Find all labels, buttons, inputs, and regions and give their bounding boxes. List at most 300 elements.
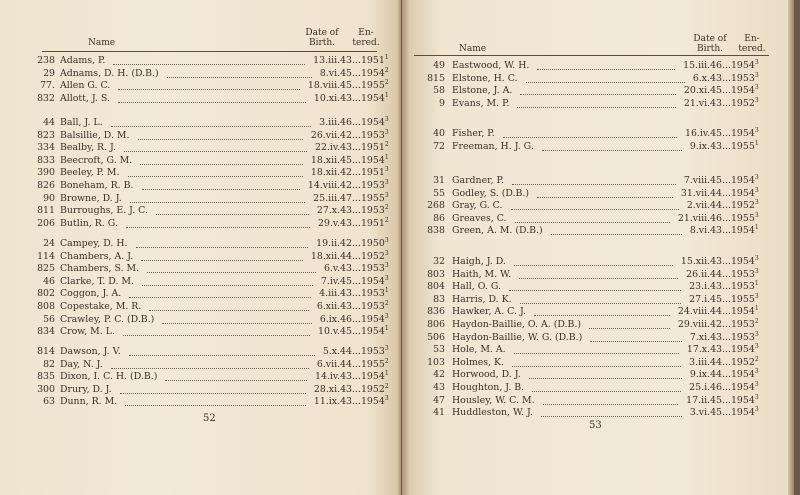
entered-year: 1955 <box>730 212 755 224</box>
entered-year: 1952 <box>730 200 755 212</box>
entered-year: 1953 <box>360 179 385 191</box>
dotted-leader <box>542 141 682 151</box>
dotted-leader <box>551 225 682 235</box>
leader: ... <box>722 293 731 305</box>
entry-name: Campey, D. H. <box>60 238 128 249</box>
entry-name: Drury, D. J. <box>60 383 112 395</box>
entry-number: 300 <box>37 383 55 395</box>
entered-year: 1953 <box>730 268 755 280</box>
entered <box>352 359 389 372</box>
entry-name: Hall, O. G. <box>452 281 501 293</box>
letter-group <box>0 117 401 230</box>
dotted-leader <box>111 117 311 127</box>
entered-term: 2 <box>384 382 389 390</box>
register-row <box>402 395 794 408</box>
register-row <box>402 344 794 357</box>
entered-term: 3 <box>384 274 389 282</box>
entered-year: 1953 <box>360 129 385 141</box>
leader: ... <box>352 92 361 104</box>
leader: ... <box>352 129 361 141</box>
entry-name: Housley, W. C. M. <box>452 394 535 406</box>
leader: ... <box>722 128 731 139</box>
entry-number: 268 <box>427 200 445 212</box>
entered-year: 1954 <box>730 187 755 199</box>
leader: ... <box>722 256 731 267</box>
entry-number: 103 <box>427 356 445 368</box>
entered <box>352 180 389 193</box>
entry-name: Beeley, P. M. <box>60 167 120 179</box>
entry-number: 808 <box>37 300 55 312</box>
entered-term: 3 <box>754 96 759 104</box>
entered-term: 2 <box>384 204 389 212</box>
dotted-leader <box>125 396 306 406</box>
entered <box>722 188 759 201</box>
leader: ... <box>722 407 731 419</box>
date-of-birth: 9.ix.44 <box>689 369 722 381</box>
entry-number: 42 <box>433 369 445 381</box>
entered <box>722 407 759 420</box>
entry-name: Haith, M. W. <box>452 268 512 280</box>
leader: ... <box>352 154 361 166</box>
page-53 <box>402 0 794 495</box>
entry-number: 44 <box>43 117 55 128</box>
entered <box>352 218 389 231</box>
letter-group <box>0 55 401 105</box>
dotted-leader <box>142 180 300 190</box>
letter-group <box>402 175 794 238</box>
dotted-leader <box>589 319 670 329</box>
register-row <box>402 175 794 188</box>
entered <box>722 85 759 98</box>
date-of-birth: 26.ii.44 <box>686 268 722 280</box>
entered-year: 1954 <box>730 369 755 381</box>
entered-term: 3 <box>384 262 389 270</box>
date-of-birth: 10.xi.43 <box>313 92 352 104</box>
entered <box>352 314 389 327</box>
entered-year: 1954 <box>730 344 755 356</box>
date-of-birth: 7.xi.43 <box>689 331 722 343</box>
entered-term: 3 <box>754 255 759 262</box>
header-rule <box>42 51 377 52</box>
date-of-birth: 26.vii.42 <box>310 129 352 141</box>
entered-year: 1955 <box>360 192 385 204</box>
entry-name: Evans, M. P. <box>452 97 510 109</box>
date-of-birth: 21.viii.46 <box>677 212 722 224</box>
entered-term: 1 <box>754 305 759 313</box>
leader: ... <box>722 318 731 330</box>
entry-name: Adams, P. <box>60 55 106 66</box>
entry-name: Elstone, J. A. <box>452 85 513 97</box>
dotted-leader <box>123 326 310 336</box>
entered-year: 1955 <box>360 80 385 92</box>
register-row <box>0 326 401 339</box>
register-row <box>0 155 401 168</box>
entered-year: 1954 <box>360 275 385 287</box>
leader: ... <box>352 67 361 79</box>
dotted-leader <box>124 142 307 152</box>
entered-term: 3 <box>384 166 389 174</box>
date-of-birth: 6.ix.46 <box>319 313 352 325</box>
dotted-leader <box>128 167 303 177</box>
leader: ... <box>722 175 731 186</box>
leader: ... <box>352 300 361 312</box>
leader: ... <box>722 85 731 97</box>
entry-name: Dawson, J. V. <box>60 346 121 357</box>
entered-term: 3 <box>384 128 389 136</box>
leader: ... <box>722 200 731 212</box>
entry-number: 83 <box>433 293 445 305</box>
entry-number: 90 <box>43 192 55 204</box>
entry-name: Beecroft, G. M. <box>60 154 133 166</box>
dotted-leader <box>529 369 682 379</box>
entered-term: 3 <box>384 249 389 257</box>
date-of-birth: 8.vi.43 <box>689 225 722 237</box>
entered <box>352 205 389 218</box>
dotted-leader <box>534 306 670 316</box>
entry-name: Dixon, I. C. H. (D.B.) <box>60 371 158 383</box>
column-header-entered: En- tered. <box>352 28 380 48</box>
entry-number: 334 <box>37 142 55 154</box>
entered <box>722 332 759 345</box>
entered-year: 1953 <box>360 205 385 217</box>
entry-number: 40 <box>433 128 445 139</box>
leader: ... <box>722 356 731 368</box>
dotted-leader <box>511 200 679 210</box>
entry-number: 41 <box>433 407 445 419</box>
register-row <box>402 73 794 86</box>
page-number: 52 <box>203 413 216 424</box>
entered <box>722 294 759 307</box>
entered-term: 3 <box>754 292 759 300</box>
entry-name: Godley, S. (D.B.) <box>452 187 530 199</box>
date-of-birth: 11.ix.43 <box>313 396 352 408</box>
date-of-birth: 28.xi.43 <box>313 383 352 395</box>
entered-year: 1954 <box>730 225 755 237</box>
register-row <box>0 205 401 218</box>
date-of-birth: 18.xii.44 <box>310 250 352 262</box>
entry-name: Copestake, M. R. <box>60 300 142 312</box>
dotted-leader <box>129 288 311 298</box>
entered <box>352 301 389 314</box>
dotted-leader <box>129 346 315 356</box>
entered <box>352 288 389 301</box>
date-of-birth: 6.vii.44 <box>316 358 352 370</box>
register-row <box>0 68 401 81</box>
entry-name: Harris, D. K. <box>452 293 512 305</box>
register-row <box>0 180 401 193</box>
register-row <box>402 213 794 226</box>
entered-year: 1954 <box>360 92 385 104</box>
dotted-leader <box>537 188 673 198</box>
entry-name: Fisher, P. <box>452 128 495 139</box>
leader: ... <box>352 383 361 395</box>
entered <box>352 55 389 68</box>
entry-name: Allen G. C. <box>60 80 111 92</box>
date-of-birth: 29.viii.42 <box>677 318 722 330</box>
entry-name: Hole, M. A. <box>452 344 506 356</box>
leader: ... <box>352 142 361 154</box>
letter-group <box>402 128 794 153</box>
dotted-leader <box>140 155 303 165</box>
entered-year: 1954 <box>360 67 385 79</box>
entry-name: Bealby, R. J. <box>60 142 117 154</box>
entered-year: 1953 <box>730 331 755 343</box>
entered <box>352 155 389 168</box>
entered <box>722 200 759 213</box>
leader: ... <box>352 326 361 338</box>
register-row <box>0 130 401 143</box>
entry-number: 55 <box>433 187 445 199</box>
register-row <box>402 332 794 345</box>
entered <box>722 281 759 294</box>
entered-term: 1 <box>754 224 759 232</box>
entered <box>352 396 389 409</box>
date-of-birth: 25.i.46 <box>689 381 722 393</box>
entry-name: Greaves, C. <box>452 212 507 224</box>
entered-year: 1952 <box>730 356 755 368</box>
entered-year: 1954 <box>360 313 385 325</box>
entered <box>352 263 389 276</box>
entered-year: 1955 <box>360 358 385 370</box>
register-row <box>402 141 794 154</box>
entered <box>352 130 389 143</box>
entry-number: 32 <box>433 256 445 267</box>
register-row <box>0 314 401 327</box>
register-row <box>402 128 794 141</box>
dotted-leader <box>509 281 681 291</box>
register-row <box>0 193 401 206</box>
entry-number: 506 <box>427 331 445 343</box>
register-row <box>0 167 401 180</box>
entry-number: 53 <box>433 344 445 356</box>
entry-number: 804 <box>427 281 445 293</box>
entered <box>722 256 759 269</box>
entry-name: Freeman, H. J. G. <box>452 140 534 152</box>
entry-number: 835 <box>37 371 55 383</box>
dotted-leader <box>514 256 673 266</box>
entered-year: 1954 <box>730 306 755 318</box>
register-row <box>0 301 401 314</box>
leader: ... <box>352 217 361 229</box>
date-of-birth: 14.iv.43 <box>315 371 352 383</box>
column-header-name: Name <box>88 38 116 48</box>
entered-term: 3 <box>754 211 759 219</box>
entered-term: 2 <box>384 79 389 87</box>
entered <box>352 167 389 180</box>
date-of-birth: 23.i.43 <box>689 281 722 293</box>
register-row <box>402 382 794 395</box>
entered-term: 3 <box>754 84 759 92</box>
leader: ... <box>352 179 361 191</box>
entered-year: 1953 <box>360 300 385 312</box>
column-header-name: Name <box>459 44 487 54</box>
register-row <box>0 288 401 301</box>
register-row <box>0 218 401 231</box>
entered-term: 3 <box>754 380 759 388</box>
entry-number: 114 <box>37 250 55 262</box>
date-of-birth: 15.iii.46 <box>683 60 722 71</box>
entered-term: 2 <box>754 355 759 363</box>
date-of-birth: 29.v.43 <box>317 217 352 229</box>
date-of-birth: 18.xii.45 <box>310 154 352 166</box>
entry-name: Holmes, K. <box>452 356 505 368</box>
dotted-leader <box>136 238 308 248</box>
entry-name: Gardner, P. <box>452 175 504 186</box>
dotted-leader <box>149 301 309 311</box>
letter-group <box>0 238 401 339</box>
entry-name: Houghton, J. B. <box>452 381 525 393</box>
entered <box>722 73 759 86</box>
entry-name: Balsillie, D. M. <box>60 129 130 141</box>
date-of-birth: 10.v.45 <box>317 326 352 338</box>
entry-name: Haydon-Baillie, O. A. (D.B.) <box>452 318 582 330</box>
entered-term: 3 <box>754 267 759 275</box>
register-row <box>0 117 401 130</box>
dotted-leader <box>167 68 312 78</box>
entry-name: Adnams, D. H. (D.B.) <box>60 67 159 79</box>
dotted-leader <box>514 344 679 354</box>
entered <box>352 93 389 106</box>
date-of-birth: 6.x.43 <box>692 72 722 84</box>
entry-name: Haigh, J. D. <box>452 256 506 267</box>
entry-number: 86 <box>433 212 445 224</box>
entered-term: 2 <box>754 317 759 325</box>
entry-name: Horwood, D. J. <box>452 369 521 381</box>
leader: ... <box>352 275 361 287</box>
entered-year: 1953 <box>360 263 385 275</box>
entry-name: Boneham, R. B. <box>60 179 134 191</box>
entry-name: Huddleston, W. J. <box>452 407 533 419</box>
entered-year: 1954 <box>730 407 755 419</box>
dotted-leader <box>156 205 309 215</box>
entry-number: 24 <box>43 238 55 249</box>
entered-year: 1954 <box>730 381 755 393</box>
entered-year: 1954 <box>730 85 755 97</box>
entry-number: 833 <box>37 154 55 166</box>
entered-year: 1954 <box>360 154 385 166</box>
entered <box>352 80 389 93</box>
register-row <box>402 269 794 282</box>
register-row <box>0 371 401 384</box>
date-of-birth: 20.xi.45 <box>683 85 722 97</box>
entry-number: 31 <box>433 175 445 186</box>
entry-number: 826 <box>37 179 55 191</box>
date-of-birth: 6.v.43 <box>323 263 352 275</box>
leader: ... <box>722 344 731 356</box>
entered-term: 3 <box>754 127 759 134</box>
date-of-birth: 3.iii.46 <box>319 117 352 128</box>
date-of-birth: 24.viii.44 <box>677 306 722 318</box>
entry-name: Allott, J. S. <box>60 92 110 104</box>
entered-year: 1953 <box>360 346 385 357</box>
leader: ... <box>722 72 731 84</box>
column-header-dob: Date of Birth. <box>305 28 339 48</box>
letter-group <box>402 60 794 110</box>
dotted-leader <box>541 407 682 417</box>
register-row <box>402 188 794 201</box>
dotted-leader <box>526 73 685 83</box>
dotted-leader <box>520 294 681 304</box>
entry-number: 82 <box>43 358 55 370</box>
dotted-leader <box>113 55 305 65</box>
entry-name: Chambers, S. M. <box>60 263 140 275</box>
entered-year: 1950 <box>360 238 385 249</box>
register-row <box>402 407 794 420</box>
leader: ... <box>722 381 731 393</box>
entry-number: 43 <box>433 381 445 393</box>
entered-term: 3 <box>384 395 389 403</box>
entry-name: Coggon, J. A. <box>60 288 122 300</box>
entry-number: 802 <box>37 288 55 300</box>
entered <box>352 326 389 339</box>
register-row <box>0 384 401 397</box>
register-row <box>402 319 794 332</box>
entry-name: Eastwood, W. H. <box>452 60 530 71</box>
dotted-leader <box>512 175 676 185</box>
entered-year: 1954 <box>360 117 385 128</box>
entry-number: 49 <box>433 60 445 71</box>
entry-name: Clarke, T. D. M. <box>60 275 134 287</box>
dotted-leader <box>118 93 306 103</box>
entered <box>722 60 759 73</box>
leader: ... <box>722 281 731 293</box>
dotted-leader <box>130 193 305 203</box>
dotted-leader <box>590 332 682 342</box>
entry-name: Ball, J. L. <box>60 117 103 128</box>
dotted-leader <box>537 60 675 70</box>
entry-number: 806 <box>427 318 445 330</box>
entered <box>352 251 389 264</box>
page-number: 53 <box>589 420 602 431</box>
register-row <box>0 359 401 372</box>
entry-number: 58 <box>433 85 445 97</box>
register-row <box>402 256 794 269</box>
date-of-birth: 13.iii.43 <box>313 55 352 66</box>
entered-term: 1 <box>384 325 389 333</box>
entered <box>722 306 759 319</box>
entered-year: 1953 <box>730 281 755 293</box>
entry-name: Haydon-Baillie, W. G. (D.B.) <box>452 331 583 343</box>
entered <box>722 269 759 282</box>
entered-term: 2 <box>384 141 389 149</box>
leader: ... <box>352 396 361 408</box>
entered <box>352 276 389 289</box>
entry-number: 46 <box>43 275 55 287</box>
entered-year: 1954 <box>730 175 755 186</box>
entry-number: 832 <box>37 92 55 104</box>
entered-term: 3 <box>754 343 759 351</box>
register-row <box>0 263 401 276</box>
entered <box>722 319 759 332</box>
register-row <box>402 60 794 73</box>
leader: ... <box>722 140 731 152</box>
leader: ... <box>352 238 361 249</box>
entry-number: 814 <box>37 346 55 357</box>
entered-year: 1952 <box>360 250 385 262</box>
entry-number: 825 <box>37 263 55 275</box>
dotted-leader <box>120 384 306 394</box>
date-of-birth: 16.iv.45 <box>685 128 722 139</box>
date-of-birth: 7.iv.45 <box>320 275 352 287</box>
entry-number: 9 <box>439 97 445 109</box>
entry-name: Hawker, A. C. J. <box>452 306 526 318</box>
register-row <box>0 93 401 106</box>
entered-term: 1 <box>384 287 389 295</box>
entered-term: 3 <box>754 186 759 194</box>
entered-term: 3 <box>384 191 389 199</box>
entered <box>352 193 389 206</box>
letter-group <box>0 346 401 409</box>
